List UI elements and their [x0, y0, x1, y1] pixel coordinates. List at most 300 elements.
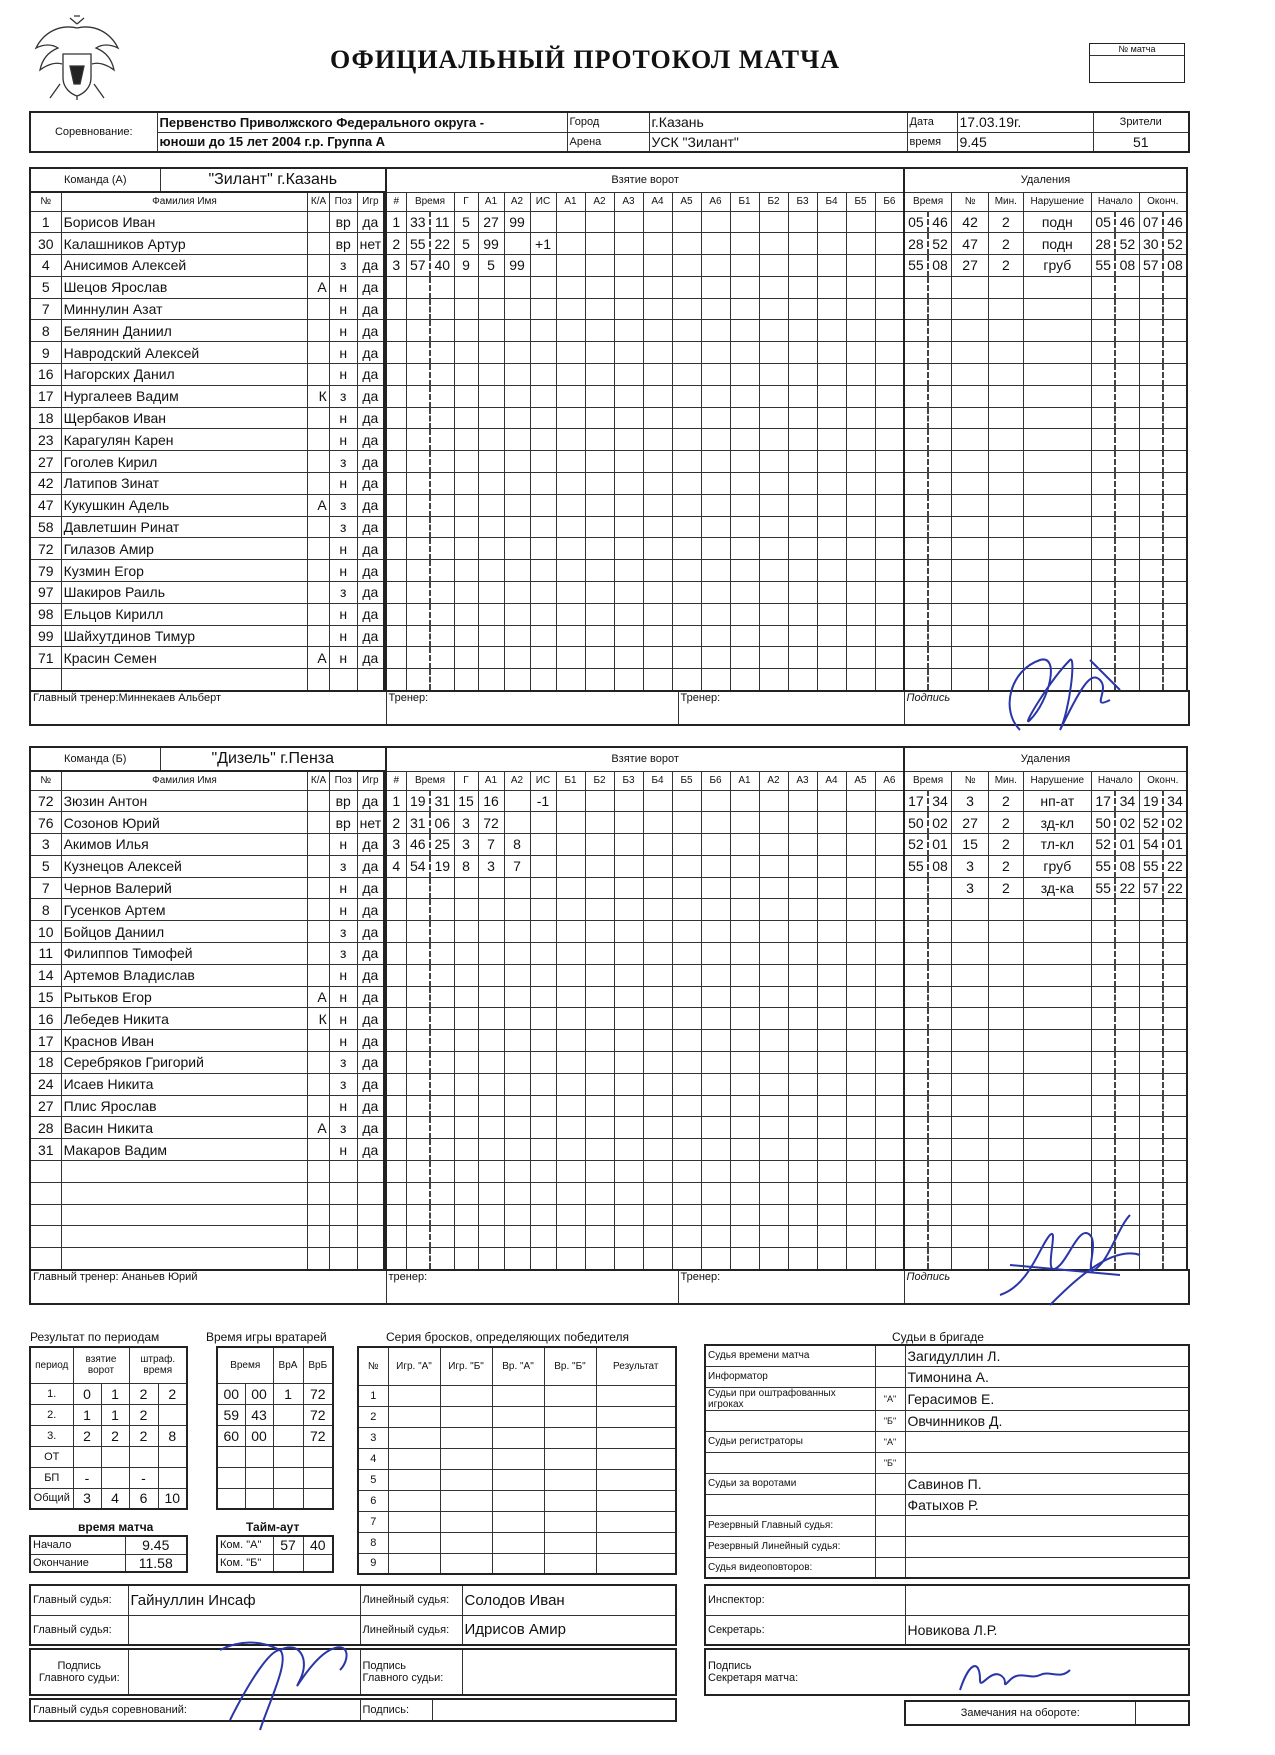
goal-gk-cell	[788, 298, 817, 320]
player-name: Гилазов Амир	[61, 538, 308, 560]
pen-minutes	[989, 986, 1024, 1008]
goal-number	[386, 1182, 406, 1204]
goal-minute	[406, 582, 430, 604]
team_b-signature-label: Подпись	[904, 1270, 1189, 1304]
official-role: Судья видеоповторов:	[705, 1557, 875, 1578]
goal-gk-cell	[643, 516, 672, 538]
pen-start-min	[1091, 1095, 1115, 1117]
goal-scorer	[454, 1248, 478, 1270]
team_b-h-pos: Поз	[329, 771, 357, 790]
goal-assist1	[478, 298, 504, 320]
player-role	[308, 473, 329, 495]
player-role	[308, 320, 329, 342]
goal-h-a2: А2	[504, 192, 530, 211]
goal-gk-cell	[643, 1226, 672, 1248]
table-row	[904, 1182, 1187, 1204]
period-pen-a	[129, 1446, 158, 1467]
goal-scorer	[454, 625, 478, 647]
pen-start-min: 17	[1091, 790, 1115, 812]
goal-gk-cell	[614, 1204, 643, 1226]
goal-gk-cell	[875, 255, 904, 277]
remarks-label: Замечания на обороте:	[905, 1701, 1135, 1725]
player-played: да	[357, 298, 384, 320]
goal-gk-cell	[817, 255, 846, 277]
goal-gk-cell	[846, 407, 875, 429]
player-number	[30, 1248, 61, 1270]
pen-minutes	[989, 1161, 1024, 1183]
pen-minutes: 2	[989, 211, 1024, 233]
goal-gk-cell	[643, 255, 672, 277]
player-role	[308, 834, 329, 856]
table-row	[30, 834, 384, 856]
pen-player	[952, 385, 989, 407]
goal-gk-cell	[701, 451, 730, 473]
goal-gk-cell	[788, 276, 817, 298]
goal-gk-cell	[672, 1052, 701, 1074]
goal-gk-cell	[788, 582, 817, 604]
goal-gk-cell	[730, 451, 759, 473]
pen-end-min: 07	[1139, 211, 1163, 233]
pen-second	[928, 1161, 952, 1183]
goal-strength	[530, 1008, 556, 1030]
table-row	[386, 1139, 904, 1161]
player-number: 31	[30, 1139, 61, 1161]
goal-gk-cell	[643, 790, 672, 812]
player-played: да	[357, 516, 384, 538]
player-played: да	[357, 625, 384, 647]
pen-second: 08	[928, 255, 952, 277]
goal-strength	[530, 560, 556, 582]
goal-number	[386, 943, 406, 965]
period-goals-b	[101, 1467, 129, 1488]
table-row	[30, 669, 384, 691]
goal-gk-cell	[701, 276, 730, 298]
goal-number	[386, 1117, 406, 1139]
pen-end-sec	[1163, 625, 1187, 647]
goal-h-gk-11: Б6	[875, 192, 904, 211]
player-position: н	[329, 473, 357, 495]
player-position: н	[329, 1095, 357, 1117]
goal-gk-cell	[846, 233, 875, 255]
goal-gk-cell	[701, 342, 730, 364]
goal-assist1: 27	[478, 211, 504, 233]
pen-end-min	[1139, 943, 1163, 965]
pen-second	[928, 899, 952, 921]
goal-gk-cell	[846, 320, 875, 342]
goalie-a	[273, 1488, 303, 1509]
goal-gk-cell	[701, 1030, 730, 1052]
goal-scorer	[454, 943, 478, 965]
goal-gk-cell	[556, 342, 585, 364]
pen-minute	[904, 385, 928, 407]
pen-minute	[904, 877, 928, 899]
player-position: з	[329, 451, 357, 473]
goal-minute	[406, 320, 430, 342]
pen-start-min: 28	[1091, 233, 1115, 255]
goal-gk-cell	[846, 538, 875, 560]
pen-player	[952, 1248, 989, 1270]
pen-h-viol: Нарушение	[1023, 192, 1091, 211]
pen-second	[928, 1052, 952, 1074]
goal-gk-cell	[730, 921, 759, 943]
goal-gk-cell	[759, 603, 788, 625]
goalie-a	[273, 1446, 303, 1467]
pen-player: 15	[952, 834, 989, 856]
goal-strength	[530, 1052, 556, 1074]
goal-scorer	[454, 1161, 478, 1183]
pen-player	[952, 1073, 989, 1095]
goal-scorer	[454, 986, 478, 1008]
pen-start-sec	[1115, 921, 1139, 943]
goal-number	[386, 429, 406, 451]
goal-scorer	[454, 494, 478, 516]
goal-gk-cell	[556, 1073, 585, 1095]
pen-minute	[904, 582, 928, 604]
table-row	[386, 364, 904, 386]
goal-h-a1: А1	[478, 192, 504, 211]
table-row	[904, 1139, 1187, 1161]
player-number: 99	[30, 625, 61, 647]
shootout-number: 5	[358, 1469, 388, 1490]
period-label: 3.	[30, 1425, 73, 1446]
goal-gk-cell	[556, 877, 585, 899]
player-number: 9	[30, 342, 61, 364]
player-number: 1	[30, 211, 61, 233]
player-role	[308, 899, 329, 921]
goal-gk-cell	[701, 899, 730, 921]
pen-start-sec	[1115, 964, 1139, 986]
pen-end-min	[1139, 276, 1163, 298]
signature-secretary	[950, 1650, 1080, 1700]
periods-h-pen: штраф. время	[129, 1347, 187, 1383]
player-number: 14	[30, 964, 61, 986]
goal-strength	[530, 964, 556, 986]
goal-gk-cell	[614, 812, 643, 834]
pen-minutes	[989, 385, 1024, 407]
goal-gk-cell	[788, 1248, 817, 1270]
pen-minute	[904, 921, 928, 943]
goal-gk-cell	[556, 364, 585, 386]
table-row	[30, 385, 384, 407]
pen-violation: зд-ка	[1023, 877, 1091, 899]
player-position: н	[329, 603, 357, 625]
goal-gk-cell	[585, 560, 614, 582]
player-number	[30, 1226, 61, 1248]
player-role: А	[308, 647, 329, 669]
pen-second	[928, 538, 952, 560]
player-position: з	[329, 1073, 357, 1095]
official-role: Судьи за воротами	[705, 1473, 875, 1494]
shootout-title: Серия бросков, определяющих победителя	[386, 1330, 629, 1344]
player-number	[30, 1161, 61, 1183]
goal-gk-cell	[556, 320, 585, 342]
goal-gk-cell	[875, 1030, 904, 1052]
line-ref-label-2: Линейный судья:	[360, 1615, 462, 1645]
table-row	[30, 298, 384, 320]
goal-gk-cell	[585, 1030, 614, 1052]
player-number: 18	[30, 1052, 61, 1074]
goal-assist2: 8	[504, 834, 530, 856]
pen-second	[928, 647, 952, 669]
goal-gk-cell	[759, 560, 788, 582]
goal-assist2: 7	[504, 855, 530, 877]
goal-second	[430, 342, 454, 364]
goal-gk-cell	[788, 451, 817, 473]
goal-gk-cell	[846, 560, 875, 582]
goal-minute	[406, 298, 430, 320]
goal-gk-cell	[788, 899, 817, 921]
table-row	[386, 625, 904, 647]
goal-assist1	[478, 582, 504, 604]
goal-gk-cell	[730, 407, 759, 429]
goal-gk-cell	[759, 1095, 788, 1117]
goal-gk-cell	[701, 516, 730, 538]
shootout-number: 1	[358, 1385, 388, 1406]
goal-gk-cell	[556, 921, 585, 943]
goalie-a: 1	[273, 1383, 303, 1404]
goal-gk-cell	[875, 276, 904, 298]
pen-end-sec: 22	[1163, 855, 1187, 877]
player-role	[308, 812, 329, 834]
goal-gk-cell	[701, 385, 730, 407]
goal-second	[430, 1226, 454, 1248]
team_a-team-name: "Зилант" г.Казань	[160, 168, 386, 192]
goal-gk-cell	[788, 855, 817, 877]
pen-minute	[904, 560, 928, 582]
player-played	[357, 669, 384, 691]
table-row	[30, 1008, 384, 1030]
goal-gk-cell	[730, 986, 759, 1008]
pen-player	[952, 494, 989, 516]
team_b-trainer-1: тренер:	[386, 1270, 678, 1304]
table-row	[904, 429, 1187, 451]
pen-end-min	[1139, 364, 1163, 386]
periods-title: Результат по периодам	[30, 1330, 160, 1344]
player-played: да	[357, 407, 384, 429]
goal-gk-cell	[875, 669, 904, 691]
pen-end-sec	[1163, 1008, 1187, 1030]
pen-second: 08	[928, 855, 952, 877]
pen-end-min	[1139, 342, 1163, 364]
pen-end-sec	[1163, 582, 1187, 604]
pen-violation	[1023, 986, 1091, 1008]
player-number: 17	[30, 385, 61, 407]
goal-gk-cell	[730, 473, 759, 495]
player-played	[357, 1161, 384, 1183]
goal-gk-cell	[788, 1095, 817, 1117]
shootout-cell	[544, 1511, 596, 1532]
goal-minute	[406, 1052, 430, 1074]
goal-gk-cell	[672, 603, 701, 625]
player-played	[357, 1182, 384, 1204]
goal-strength	[530, 451, 556, 473]
goal-second	[430, 1030, 454, 1052]
player-role	[308, 560, 329, 582]
goal-number	[386, 342, 406, 364]
goal-strength	[530, 538, 556, 560]
goal-gk-cell	[846, 1204, 875, 1226]
goal-gk-cell	[672, 538, 701, 560]
player-name: Кузнецов Алексей	[61, 855, 308, 877]
pen-second	[928, 1095, 952, 1117]
shootout-table	[357, 1346, 677, 1575]
goal-gk-cell	[614, 407, 643, 429]
goal-h-gk-7: Б2	[759, 192, 788, 211]
goal-gk-cell	[556, 603, 585, 625]
team_b-trainer-2: Тренер:	[678, 1270, 904, 1304]
table-row	[30, 921, 384, 943]
pen-start-sec	[1115, 451, 1139, 473]
goal-gk-cell	[672, 255, 701, 277]
shootout-cell	[596, 1427, 676, 1448]
goal-scorer	[454, 921, 478, 943]
goal-gk-cell	[614, 494, 643, 516]
goal-gk-cell	[730, 625, 759, 647]
goal-second	[430, 986, 454, 1008]
player-role	[308, 1073, 329, 1095]
player-role: А	[308, 986, 329, 1008]
goal-strength	[530, 877, 556, 899]
goal-gk-cell	[759, 812, 788, 834]
shootout-number: 8	[358, 1532, 388, 1553]
player-role	[308, 516, 329, 538]
goal-gk-cell	[614, 855, 643, 877]
player-name	[61, 1182, 308, 1204]
pen-second	[928, 582, 952, 604]
goalie-second	[245, 1488, 273, 1509]
goal-second	[430, 320, 454, 342]
player-role	[308, 429, 329, 451]
player-name: Лебедев Никита	[61, 1008, 308, 1030]
goal-gk-cell	[701, 211, 730, 233]
pen-end-sec	[1163, 364, 1187, 386]
pen-h-viol: Нарушение	[1023, 771, 1091, 790]
goal-gk-cell	[614, 342, 643, 364]
goal-gk-cell	[556, 899, 585, 921]
goal-gk-cell	[875, 603, 904, 625]
goal-scorer	[454, 603, 478, 625]
table-row	[217, 1488, 333, 1509]
player-position	[329, 1161, 357, 1183]
goalie-second: 00	[245, 1425, 273, 1446]
officials-table	[704, 1344, 1190, 1579]
period-label: Общий	[30, 1488, 73, 1509]
pen-player	[952, 473, 989, 495]
goal-assist2	[504, 1182, 530, 1204]
pen-violation	[1023, 429, 1091, 451]
team_b-penalties	[903, 746, 1188, 1271]
player-position: з	[329, 921, 357, 943]
goal-strength	[530, 921, 556, 943]
goal-gk-cell	[730, 342, 759, 364]
goal-gk-cell	[614, 1052, 643, 1074]
goal-gk-cell	[672, 899, 701, 921]
goal-gk-cell	[846, 364, 875, 386]
goal-gk-cell	[846, 342, 875, 364]
goal-gk-cell	[817, 986, 846, 1008]
pen-start-min	[1091, 921, 1115, 943]
pen-violation	[1023, 582, 1091, 604]
goal-scorer: 3	[454, 834, 478, 856]
goal-assist2	[504, 1117, 530, 1139]
goal-gk-cell	[730, 385, 759, 407]
player-name: Гоголев Кирил	[61, 451, 308, 473]
table-row	[904, 1161, 1187, 1183]
pen-minutes: 2	[989, 855, 1024, 877]
pen-player	[952, 1008, 989, 1030]
goal-gk-cell	[643, 877, 672, 899]
goal-assist2	[504, 603, 530, 625]
goal-h-gk-4: А5	[672, 192, 701, 211]
pen-end-sec	[1163, 429, 1187, 451]
goal-gk-cell	[759, 647, 788, 669]
goal-gk-cell	[846, 834, 875, 856]
player-position: з	[329, 582, 357, 604]
match-time-table	[29, 1535, 188, 1573]
pen-end-min	[1139, 964, 1163, 986]
start-value: 9.45	[125, 1536, 187, 1554]
table-row	[904, 921, 1187, 943]
goal-gk-cell	[556, 560, 585, 582]
goal-gk-cell	[585, 855, 614, 877]
goalie-a	[273, 1404, 303, 1425]
goal-h-gk-9: А4	[817, 771, 846, 790]
table-row	[30, 877, 384, 899]
official-name: Овчинников Д.	[905, 1410, 1189, 1431]
goalie-h-b: ВрБ	[303, 1347, 333, 1383]
goal-second	[430, 1117, 454, 1139]
table-row	[386, 899, 904, 921]
goal-strength	[530, 1117, 556, 1139]
pen-end-min	[1139, 494, 1163, 516]
pen-minutes	[989, 943, 1024, 965]
player-played: да	[357, 429, 384, 451]
player-role	[308, 1161, 329, 1183]
line-ref-1: Солодов Иван	[462, 1585, 676, 1615]
goal-gk-cell	[875, 473, 904, 495]
goal-gk-cell	[701, 473, 730, 495]
goal-assist2: 99	[504, 211, 530, 233]
goal-assist1: 5	[478, 255, 504, 277]
goal-h-gk-6: А1	[730, 771, 759, 790]
goal-number	[386, 625, 406, 647]
goal-h-a1: А1	[478, 771, 504, 790]
goal-number	[386, 647, 406, 669]
goal-gk-cell	[730, 255, 759, 277]
goal-gk-cell	[701, 1161, 730, 1183]
team_b-pen-title: Удаления	[904, 747, 1187, 771]
goal-gk-cell	[730, 877, 759, 899]
goal-gk-cell	[730, 812, 759, 834]
pen-end-sec	[1163, 320, 1187, 342]
official-role: Резервный Главный судья:	[705, 1515, 875, 1536]
goal-second	[430, 943, 454, 965]
goal-gk-cell	[556, 582, 585, 604]
goal-assist1	[478, 647, 504, 669]
player-position: н	[329, 560, 357, 582]
pen-violation	[1023, 516, 1091, 538]
goal-gk-cell	[556, 790, 585, 812]
goalie-b: 72	[303, 1383, 333, 1404]
goal-gk-cell	[643, 1008, 672, 1030]
goal-second	[430, 560, 454, 582]
pen-minutes	[989, 1073, 1024, 1095]
player-name: Карагулян Карен	[61, 429, 308, 451]
player-number: 27	[30, 451, 61, 473]
pen-second	[928, 364, 952, 386]
table-row	[904, 1073, 1187, 1095]
goal-strength	[530, 320, 556, 342]
